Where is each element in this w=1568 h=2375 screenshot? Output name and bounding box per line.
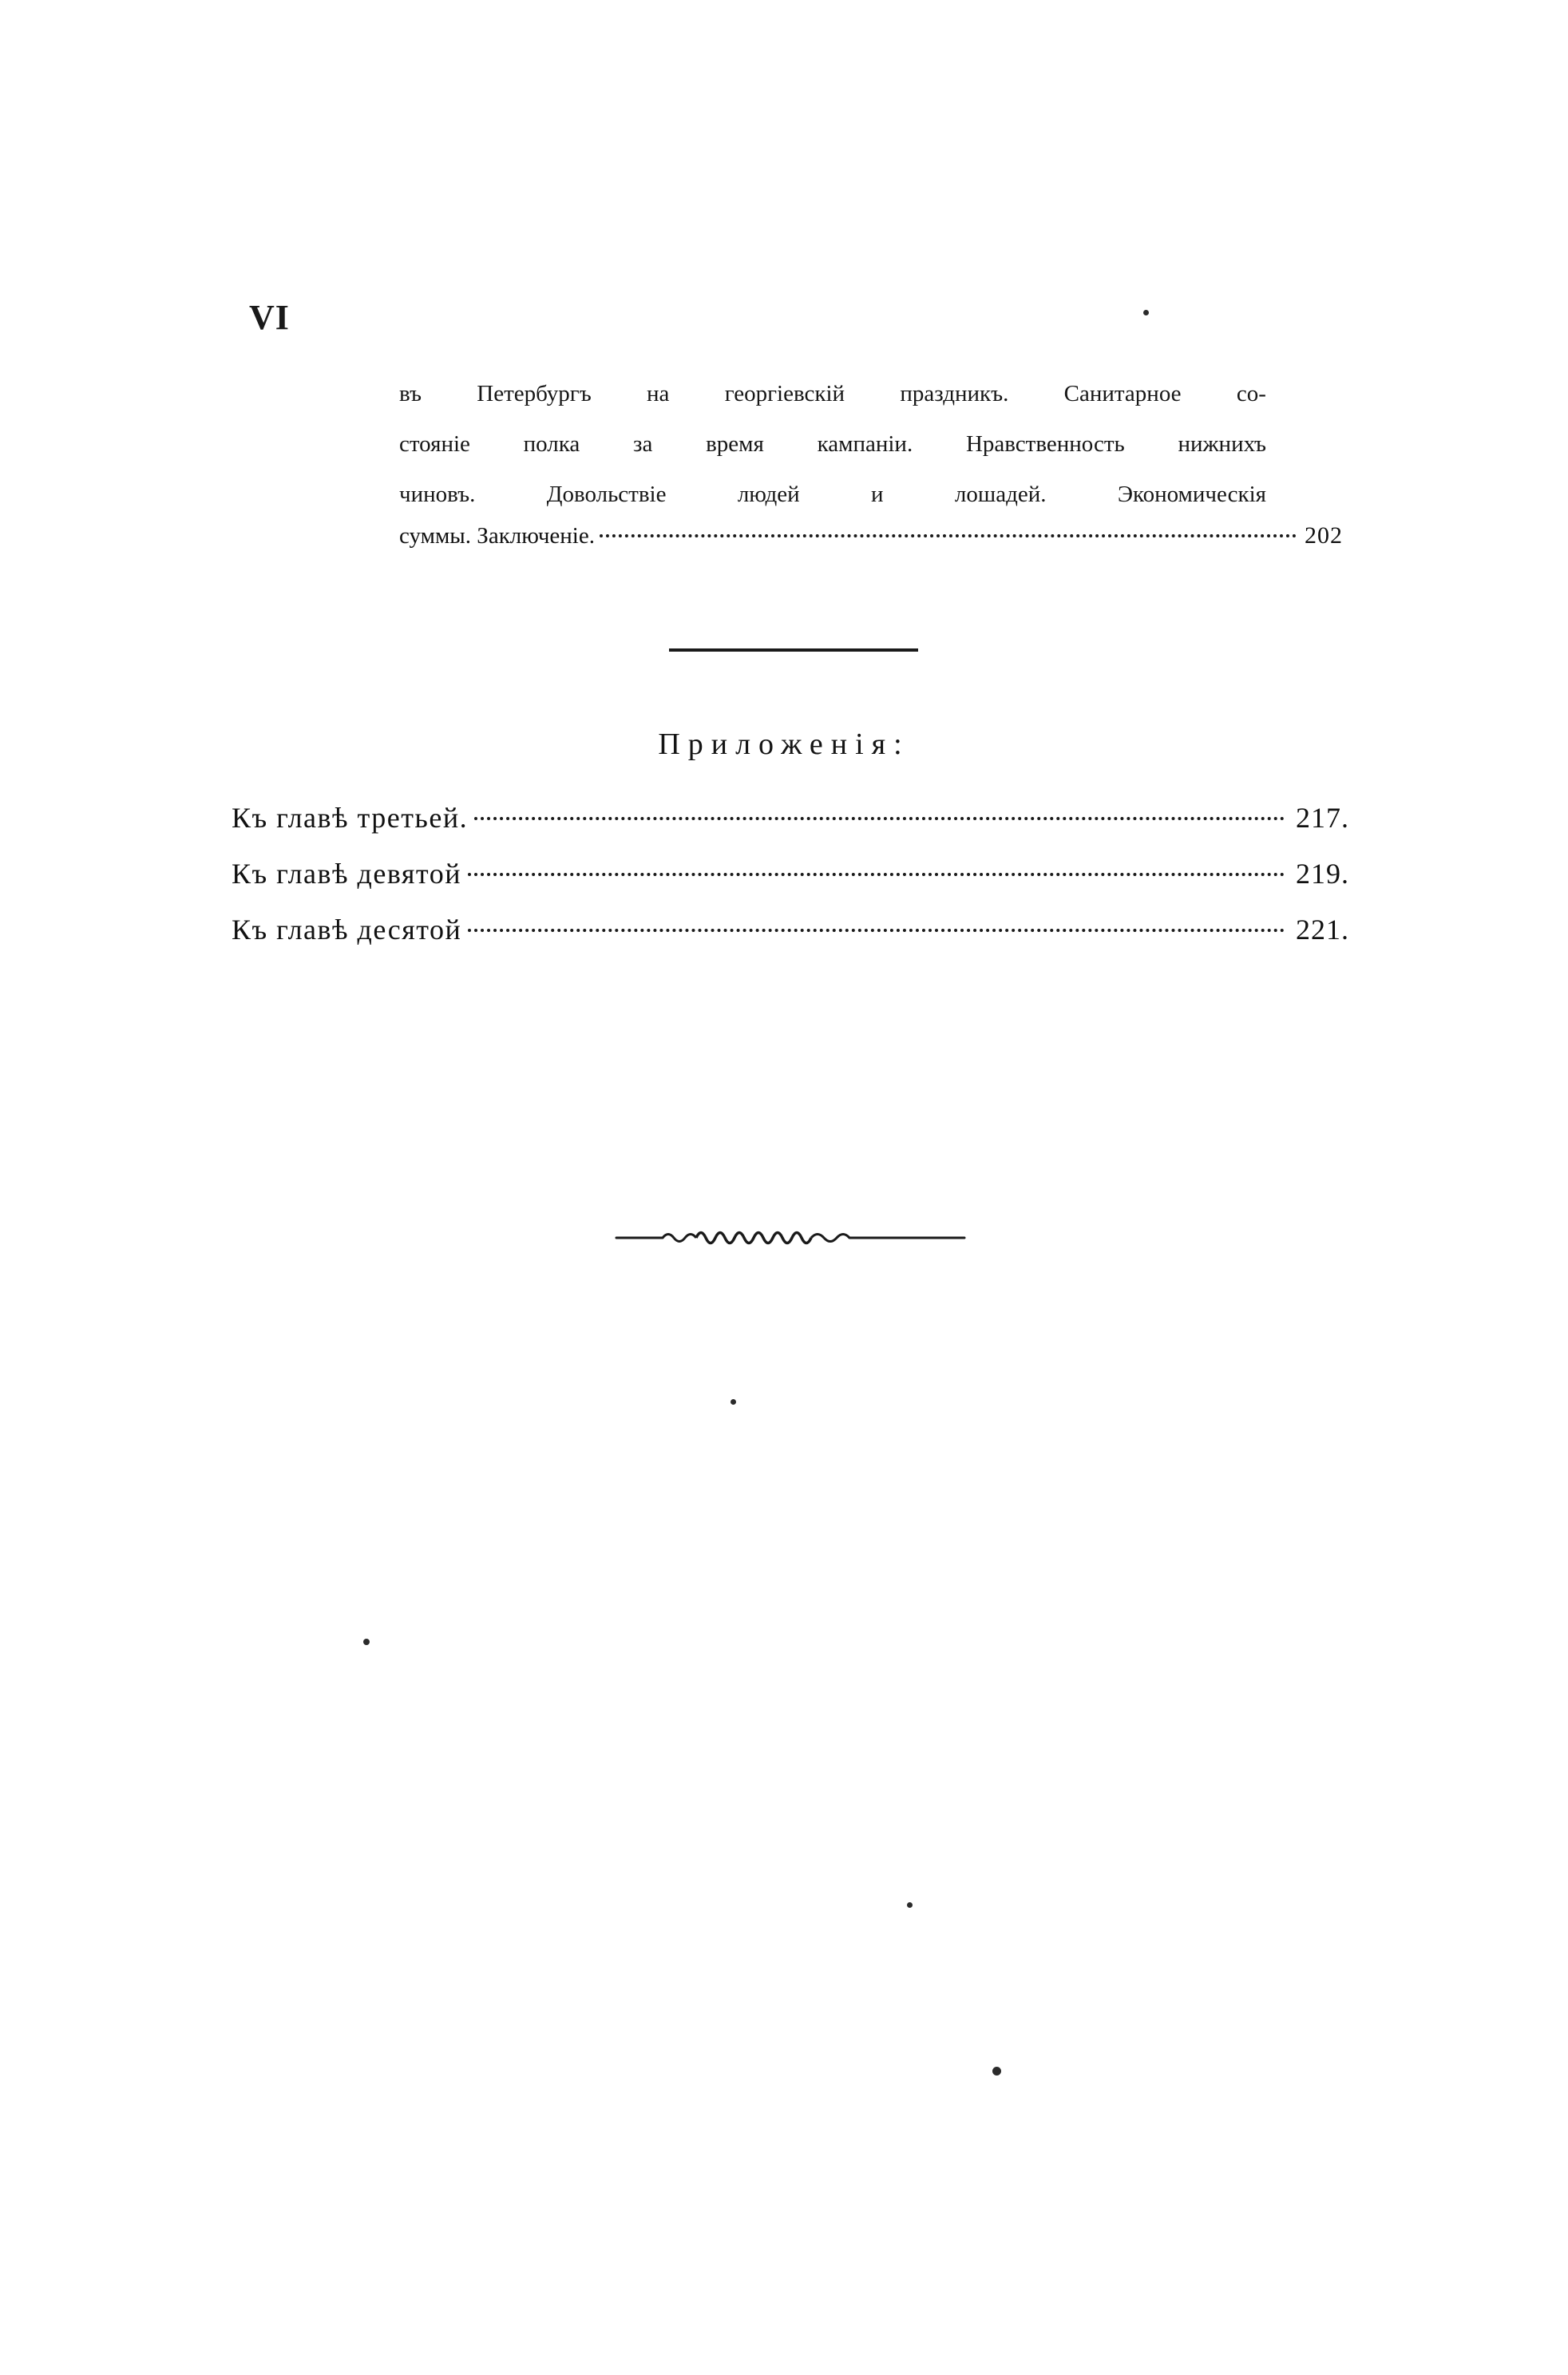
word: на [647, 381, 670, 406]
toc-entry-page: 219. [1296, 858, 1349, 890]
dot-leaders [600, 520, 1297, 543]
ink-speck [363, 1639, 370, 1645]
ink-speck [992, 2067, 1001, 2076]
continuation-last-line [399, 520, 1343, 549]
toc-entry [232, 910, 1349, 966]
horizontal-rule [669, 648, 918, 652]
ink-speck [731, 1399, 736, 1405]
ink-speck [1143, 310, 1149, 315]
continuation-line [399, 369, 1266, 419]
dot-leaders [474, 799, 1285, 827]
continuation-label: суммы. Заключеніе. [399, 523, 595, 549]
toc-entry-label: Къ главѣ десятой [232, 914, 462, 946]
appendix-toc-list [232, 799, 1349, 966]
word: Нравственность [965, 431, 1125, 457]
word: праздникъ. [900, 381, 1009, 406]
word: стояніе [399, 431, 470, 457]
word: въ [399, 381, 422, 406]
continuation-line [399, 470, 1266, 520]
word: лошадей. [954, 482, 1047, 507]
toc-entry-label: Къ главѣ девятой [232, 858, 461, 890]
toc-entry [232, 799, 1349, 854]
word: Санитарное [1063, 381, 1182, 406]
section-heading: Приложенія: [658, 728, 910, 761]
toc-entry-page: 221. [1296, 914, 1349, 946]
toc-entry-label: Къ главѣ третьей. [232, 802, 469, 834]
word: со- [1236, 381, 1266, 406]
word: полка [523, 431, 580, 457]
continuation-paragraph [399, 369, 1266, 520]
word: и [871, 482, 884, 507]
word: Довольствіе [546, 482, 667, 507]
word: Петербургъ [477, 381, 592, 406]
toc-entry [232, 854, 1349, 910]
page-folio: VI [249, 298, 290, 337]
toc-entry-page: 217. [1296, 802, 1349, 834]
continuation-page-number: 202 [1305, 522, 1343, 549]
wave-ornament [615, 1214, 966, 1262]
word: георгіевскій [724, 381, 845, 406]
dot-leaders [468, 910, 1285, 939]
word: за [633, 431, 653, 457]
continuation-line [399, 419, 1266, 470]
dot-leaders [468, 854, 1285, 883]
word: Экономическія [1117, 482, 1266, 507]
word: время [706, 431, 764, 457]
word: нижнихъ [1178, 431, 1266, 457]
ink-speck [907, 1902, 913, 1908]
word: чиновъ. [399, 482, 476, 507]
word: людей [737, 482, 800, 507]
word: кампаніи. [817, 431, 913, 457]
